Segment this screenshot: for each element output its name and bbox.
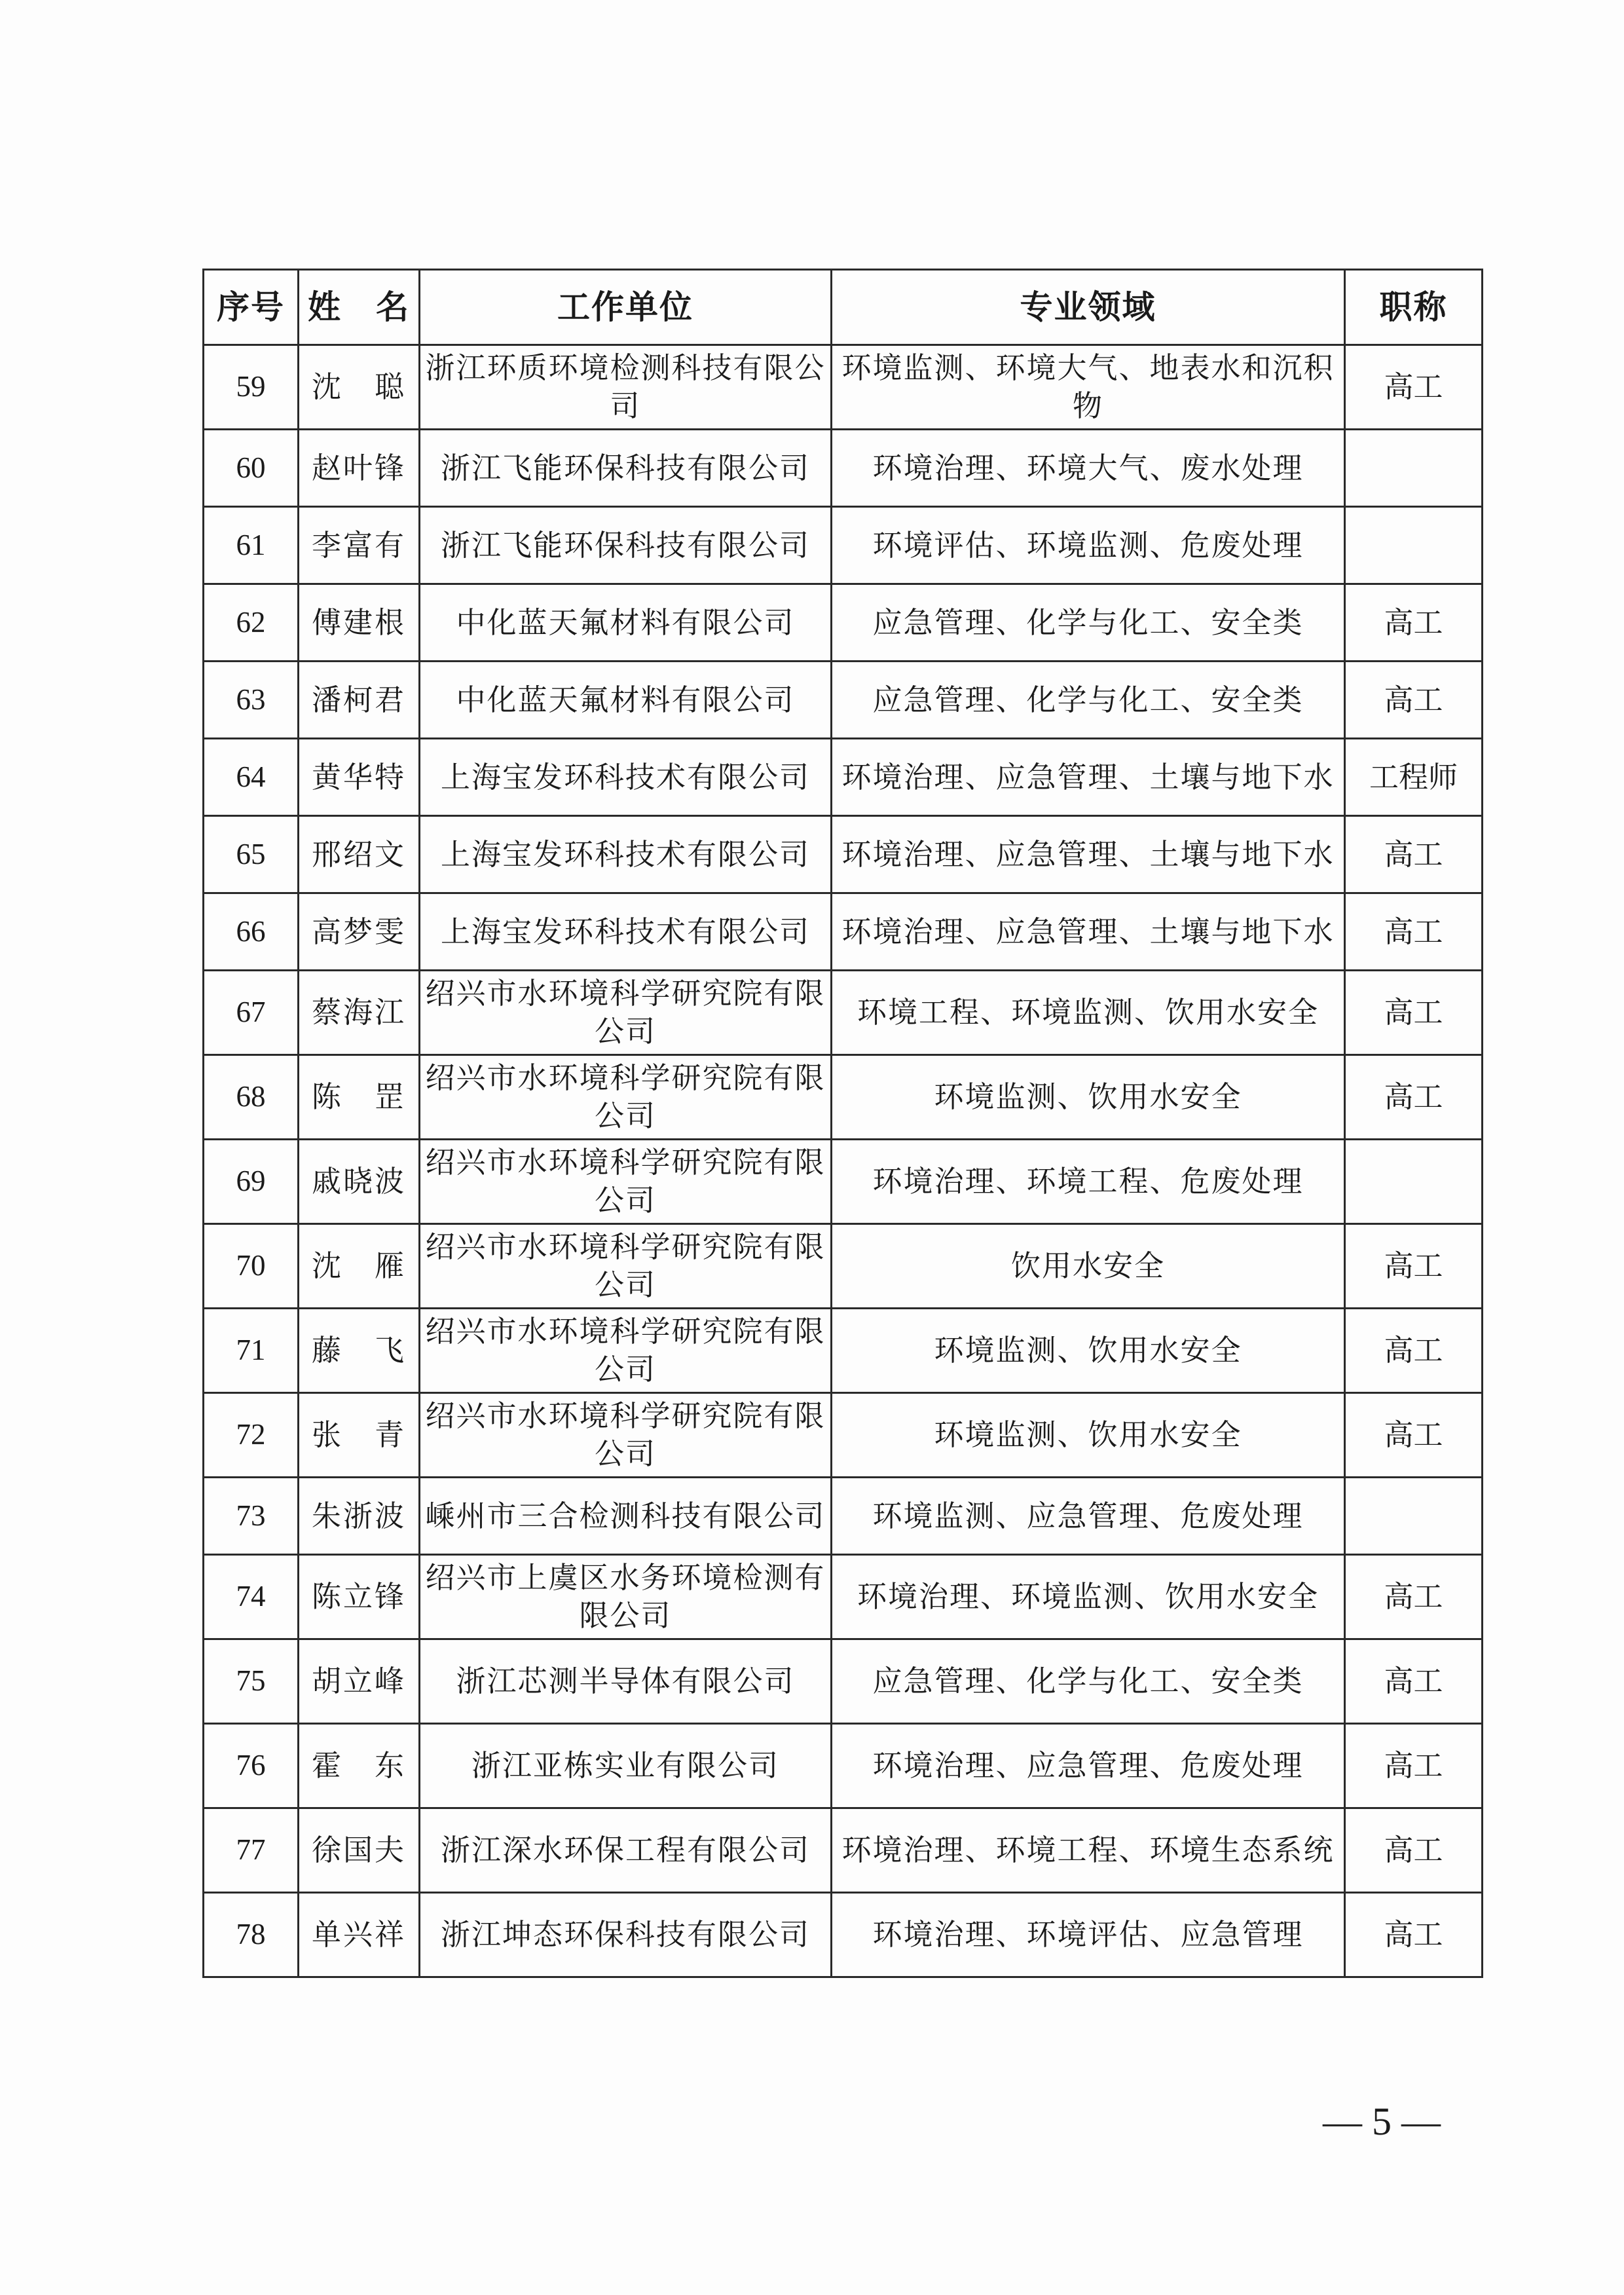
row-title: 高工 [1345, 584, 1483, 662]
row-title: 高工 [1345, 1555, 1483, 1639]
table-header-row [204, 270, 1483, 345]
row-index: 77 [204, 1808, 299, 1893]
row-index: 63 [204, 662, 299, 739]
row-index: 78 [204, 1893, 299, 1977]
row-title: 高工 [1345, 1808, 1483, 1893]
row-name: 单兴祥 [299, 1893, 420, 1977]
row-index: 59 [204, 345, 299, 430]
row-field: 环境治理、环境工程、环境生态系统 [832, 1808, 1345, 1893]
table-row [204, 1309, 1483, 1393]
table-row [204, 1808, 1483, 1893]
row-field: 环境监测、环境大气、地表水和沉积物 [832, 345, 1345, 430]
row-title: 高工 [1345, 345, 1483, 430]
row-unit: 中化蓝天氟材料有限公司 [420, 662, 832, 739]
row-index: 64 [204, 739, 299, 816]
row-field: 环境治理、环境评估、应急管理 [832, 1893, 1345, 1977]
row-name: 傅建根 [299, 584, 420, 662]
row-field: 环境监测、饮用水安全 [832, 1055, 1345, 1140]
row-title: 高工 [1345, 662, 1483, 739]
row-field: 应急管理、化学与化工、安全类 [832, 584, 1345, 662]
table-row [204, 816, 1483, 893]
row-index: 71 [204, 1309, 299, 1393]
row-field: 环境评估、环境监测、危废处理 [832, 507, 1345, 584]
row-field: 饮用水安全 [832, 1224, 1345, 1309]
row-title [1345, 1478, 1483, 1555]
row-index: 70 [204, 1224, 299, 1309]
row-name: 李富有 [299, 507, 420, 584]
row-name: 徐国夫 [299, 1808, 420, 1893]
row-title: 高工 [1345, 1893, 1483, 1977]
row-title: 高工 [1345, 1639, 1483, 1724]
table-row [204, 1893, 1483, 1977]
row-field: 环境监测、应急管理、危废处理 [832, 1478, 1345, 1555]
row-unit: 上海宝发环科技术有限公司 [420, 816, 832, 893]
row-name: 黄华特 [299, 739, 420, 816]
expert-roster-table [202, 269, 1483, 1978]
table-row [204, 662, 1483, 739]
row-unit: 绍兴市水环境科学研究院有限公司 [420, 971, 832, 1055]
table-row [204, 584, 1483, 662]
row-name: 戚晓波 [299, 1140, 420, 1224]
row-index: 66 [204, 893, 299, 971]
row-index: 67 [204, 971, 299, 1055]
row-unit: 浙江芯测半导体有限公司 [420, 1639, 832, 1724]
row-unit: 浙江坤态环保科技有限公司 [420, 1893, 832, 1977]
row-field: 应急管理、化学与化工、安全类 [832, 1639, 1345, 1724]
row-field: 环境监测、饮用水安全 [832, 1309, 1345, 1393]
header-index: 序号 [204, 270, 299, 345]
row-field: 环境工程、环境监测、饮用水安全 [832, 971, 1345, 1055]
row-index: 69 [204, 1140, 299, 1224]
row-index: 68 [204, 1055, 299, 1140]
row-unit: 浙江环质环境检测科技有限公司 [420, 345, 832, 430]
row-name: 陈 罡 [299, 1055, 420, 1140]
row-title: 高工 [1345, 816, 1483, 893]
row-field: 应急管理、化学与化工、安全类 [832, 662, 1345, 739]
row-index: 76 [204, 1724, 299, 1808]
page-number: — 5 — [1323, 2100, 1441, 2143]
row-unit: 绍兴市水环境科学研究院有限公司 [420, 1309, 832, 1393]
row-title: 高工 [1345, 1055, 1483, 1140]
header-title: 职称 [1345, 270, 1483, 345]
row-index: 62 [204, 584, 299, 662]
table-row [204, 507, 1483, 584]
table-row [204, 345, 1483, 430]
row-unit: 浙江深水环保工程有限公司 [420, 1808, 832, 1893]
row-title: 高工 [1345, 1224, 1483, 1309]
row-index: 61 [204, 507, 299, 584]
header-name: 姓 名 [299, 270, 420, 345]
row-unit: 上海宝发环科技术有限公司 [420, 739, 832, 816]
row-index: 72 [204, 1393, 299, 1478]
table-row [204, 1055, 1483, 1140]
row-unit: 浙江亚栋实业有限公司 [420, 1724, 832, 1808]
row-unit: 浙江飞能环保科技有限公司 [420, 507, 832, 584]
row-field: 环境治理、应急管理、危废处理 [832, 1724, 1345, 1808]
row-title: 高工 [1345, 1309, 1483, 1393]
row-unit: 绍兴市水环境科学研究院有限公司 [420, 1224, 832, 1309]
row-unit: 绍兴市水环境科学研究院有限公司 [420, 1393, 832, 1478]
row-field: 环境治理、应急管理、土壤与地下水 [832, 893, 1345, 971]
table-row [204, 739, 1483, 816]
row-name: 高梦雯 [299, 893, 420, 971]
row-name: 陈立锋 [299, 1555, 420, 1639]
row-field: 环境治理、应急管理、土壤与地下水 [832, 816, 1345, 893]
row-name: 沈 雁 [299, 1224, 420, 1309]
header-field: 专业领域 [832, 270, 1345, 345]
table-row [204, 1555, 1483, 1639]
row-name: 沈 聪 [299, 345, 420, 430]
row-name: 潘柯君 [299, 662, 420, 739]
row-name: 邢绍文 [299, 816, 420, 893]
row-title: 高工 [1345, 1393, 1483, 1478]
row-name: 藤 飞 [299, 1309, 420, 1393]
row-field: 环境治理、环境监测、饮用水安全 [832, 1555, 1345, 1639]
row-name: 赵叶锋 [299, 430, 420, 507]
row-title: 工程师 [1345, 739, 1483, 816]
row-unit: 嵊州市三合检测科技有限公司 [420, 1478, 832, 1555]
row-field: 环境治理、环境工程、危废处理 [832, 1140, 1345, 1224]
row-name: 霍 东 [299, 1724, 420, 1808]
row-index: 60 [204, 430, 299, 507]
row-field: 环境治理、环境大气、废水处理 [832, 430, 1345, 507]
row-index: 65 [204, 816, 299, 893]
row-name: 蔡海江 [299, 971, 420, 1055]
row-title [1345, 1140, 1483, 1224]
table-row [204, 893, 1483, 971]
header-unit: 工作单位 [420, 270, 832, 345]
row-unit: 绍兴市水环境科学研究院有限公司 [420, 1055, 832, 1140]
row-field: 环境监测、饮用水安全 [832, 1393, 1345, 1478]
table-row [204, 1393, 1483, 1478]
row-name: 朱浙波 [299, 1478, 420, 1555]
table-row [204, 1724, 1483, 1808]
row-name: 胡立峰 [299, 1639, 420, 1724]
table-row [204, 430, 1483, 507]
row-name: 张 青 [299, 1393, 420, 1478]
row-title [1345, 430, 1483, 507]
row-unit: 中化蓝天氟材料有限公司 [420, 584, 832, 662]
row-title: 高工 [1345, 893, 1483, 971]
row-unit: 绍兴市上虞区水务环境检测有限公司 [420, 1555, 832, 1639]
row-index: 75 [204, 1639, 299, 1724]
row-title: 高工 [1345, 971, 1483, 1055]
row-unit: 上海宝发环科技术有限公司 [420, 893, 832, 971]
row-index: 74 [204, 1555, 299, 1639]
row-index: 73 [204, 1478, 299, 1555]
table-row [204, 1639, 1483, 1724]
table-body [204, 345, 1483, 1977]
row-field: 环境治理、应急管理、土壤与地下水 [832, 739, 1345, 816]
row-unit: 浙江飞能环保科技有限公司 [420, 430, 832, 507]
row-unit: 绍兴市水环境科学研究院有限公司 [420, 1140, 832, 1224]
table-row [204, 1224, 1483, 1309]
table-row [204, 971, 1483, 1055]
row-title: 高工 [1345, 1724, 1483, 1808]
table-row [204, 1140, 1483, 1224]
table-row [204, 1478, 1483, 1555]
row-title [1345, 507, 1483, 584]
